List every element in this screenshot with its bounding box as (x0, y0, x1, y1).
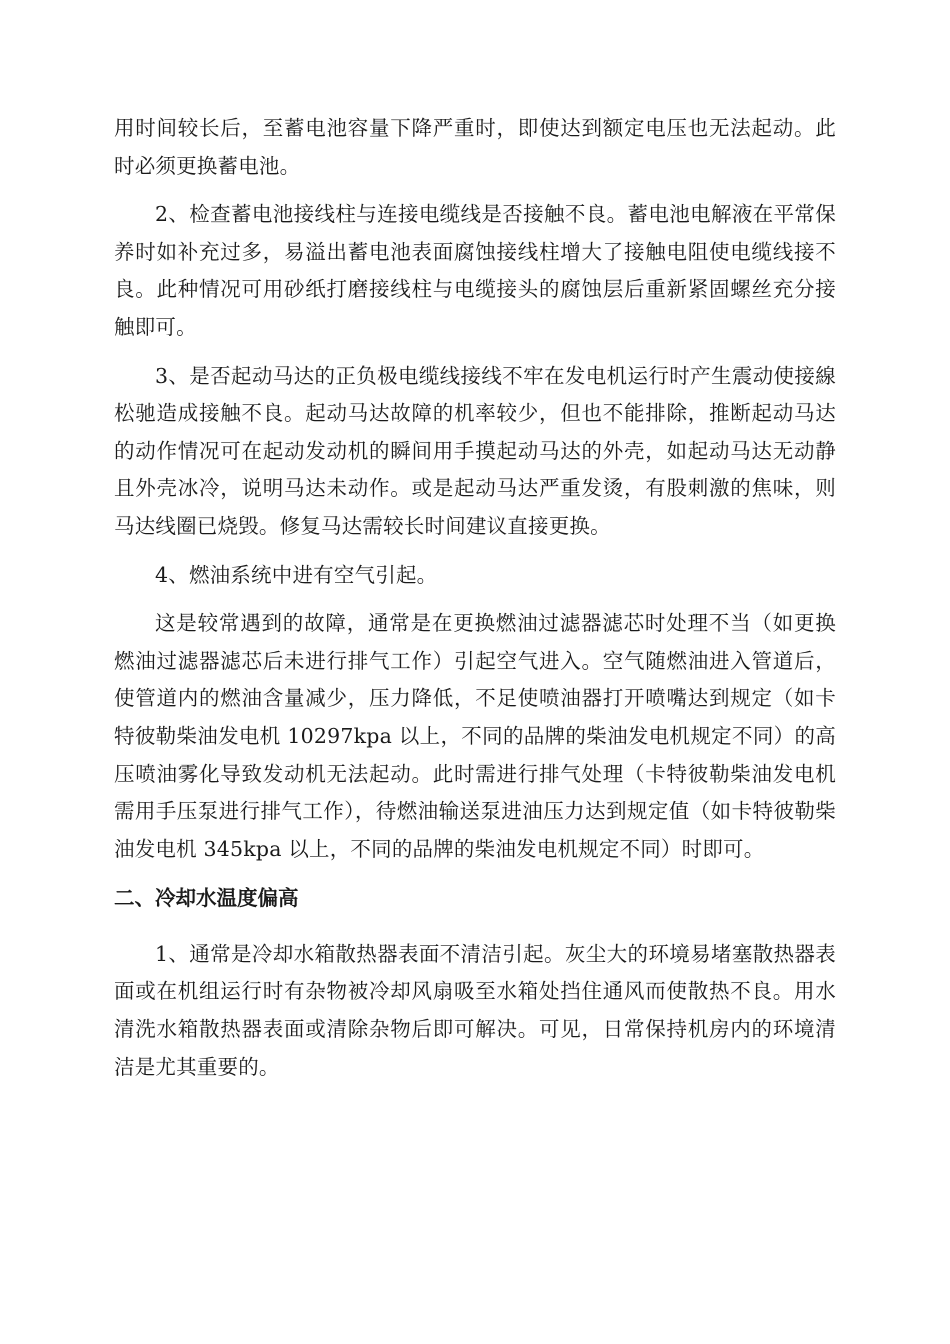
paragraph-continuation: 用时间较长后，至蓄电池容量下降严重时，即使达到额定电压也无法起动。此时必须更换蓄电池。 (114, 116, 836, 178)
document-body (114, 110, 836, 1097)
paragraph-radiator-cleaning: 1、通常是冷却水箱散热器表面不清洁引起。灰尘大的环境易堵塞散热器表面或在机组运行时有杂物被冷却风扇吸至水箱处挡住通风而使散热不良。用水清洗水箱散热器表面或清除杂物后即可解决。可见，日常保持机房内的环境清洁是尤其重要的。 (114, 941, 836, 1079)
paragraph-battery-terminals: 2、检查蓄电池接线柱与连接电缆线是否接触不良。蓄电池电解液在平常保养时如补充过多，易溢出蓄电池表面腐蚀接线柱增大了接触电阻使电缆线接不良。此种情况可用砂纸打磨接线柱与电缆接头的腐蚀层后重新紧固螺丝充分接触即可。 (114, 202, 836, 339)
paragraph-fuel-air: 4、燃油系统中进有空气引起。 (155, 562, 438, 587)
section-heading-coolant-temperature: 二、冷却水温度偏高 (114, 886, 299, 911)
paragraph-starter-motor: 3、是否起动马达的正负极电缆线接线不牢在发电机运行时产生震动使接線松驰造成接触不良。起动马达故障的机率较少，但也不能排除，推断起动马达的动作情况可在起动发动机的瞬间用手摸起动马达的外壳，如起动马达无动静且外壳冰冷，说明马达未动作。或是起动马达严重发烫，有股刺激的焦味，则马达线圈已烧毁。修复马达需较长时间建议直接更换。 (114, 363, 836, 538)
paragraph-fuel-filter: 这是较常遇到的故障，通常是在更换燃油过滤器滤芯时处理不当（如更换燃油过滤器滤芯后未进行排气工作）引起空气进入。空气随燃油进入管道后，使管道内的燃油含量减少，压力降低，不足使喷油器打开喷嘴达到规定（如卡特彼勒柴油发电机 10297kpa 以上，不同的品牌的柴油发电机规定不同）的高压喷油雾化导致发动机无法起动。此时需进行排气处理（卡特彼勒柴油发电机需用手压泵进行排气工作），待燃油输送泵进油压力达到规定值（如卡特彼勒柴油发电机 345kpa 以上，不同的品牌的柴油发电机规定不同）时即可。 (114, 611, 836, 861)
